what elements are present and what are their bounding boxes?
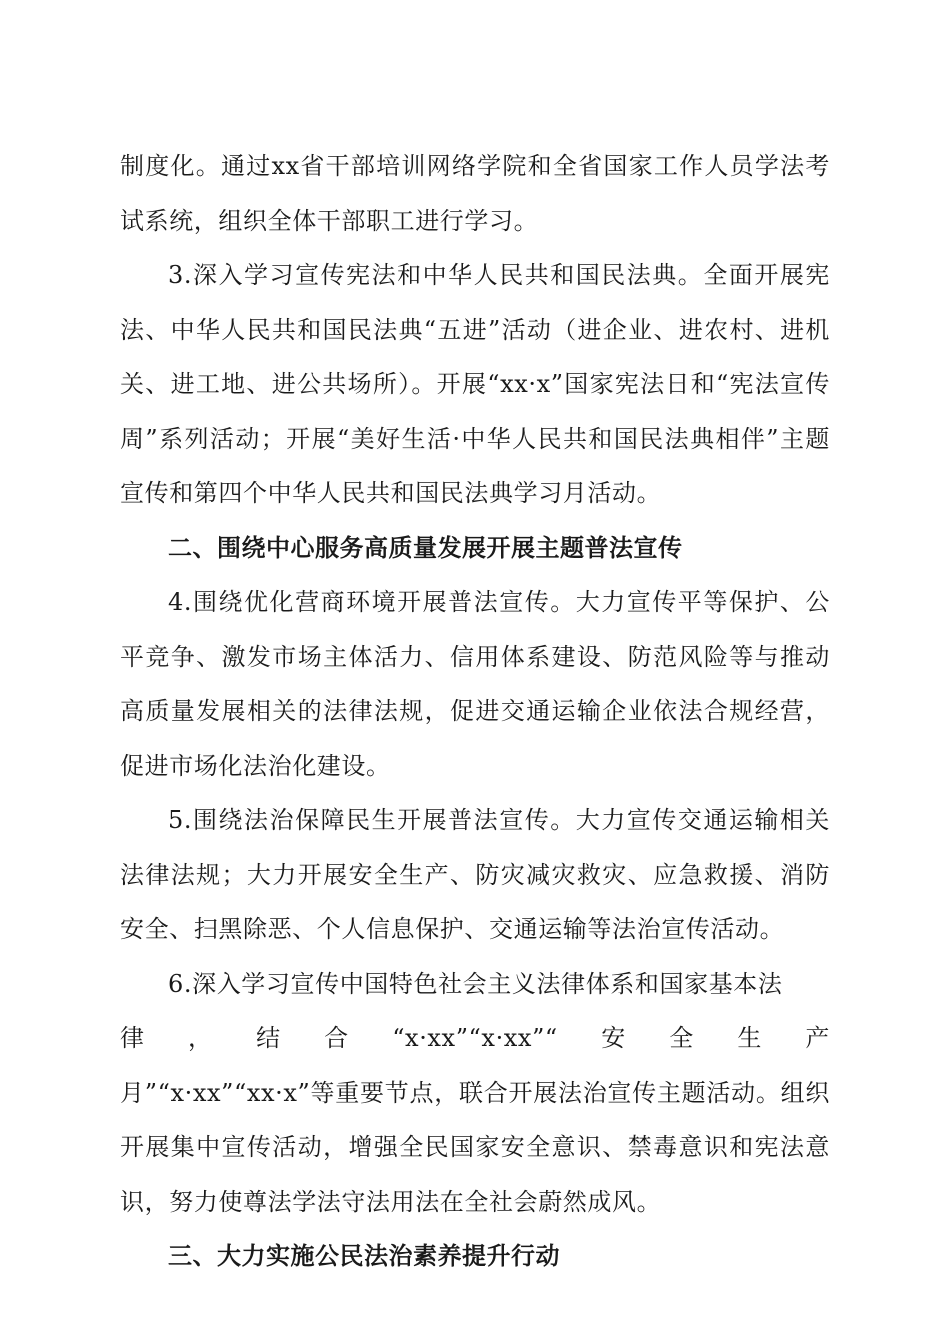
paragraph-item-6-rest: 月”“x·xx”“xx·x”等重要节点，联合开展法治宣传主题活动。组织开展集中宣传活动，增强全民国家安全意识、禁毒意识和宪法意识，努力使尊法学法守法用法在全社会蔚然成风。 — [120, 1078, 830, 1216]
paragraph-item-6 — [120, 957, 830, 1230]
paragraph-item-4: 4.围绕优化营商环境开展普法宣传。大力宣传平等保护、公平竞争、激发市场主体活力、信用体系建设、防范风险等与推动高质量发展相关的法律法规，促进交通运输企业依法合规经营，促进市场化法治化建设。 — [120, 588, 830, 780]
paragraph-item-6-line-2: 律，结合“x·xx”“x·xx”“安全生产 — [120, 1024, 830, 1052]
paragraph-item-5: 5.围绕法治保障民生开展普法宣传。大力宣传交通运输相关法律法规；大力开展安全生产、防灾减灾救灾、应急救援、消防安全、扫黑除恶、个人信息保护、交通运输等法治宣传活动。 — [120, 806, 830, 943]
paragraph-item-3: 3.深入学习宣传宪法和中华人民共和国民法典。全面开展宪法、中华人民共和国民法典“五进”活动（进企业、进农村、进机关、进工地、进公共场所）。开展“xx·x”国家宪法日和“宪法宣传周”系列活动；开展“美好生活·中华人民共和国民法典相伴”主题宣传和第四个中华人民共和国民法典学习月活动。 — [120, 261, 830, 507]
document-body — [120, 139, 830, 1284]
section-heading-2: 二、围绕中心服务高质量发展开展主题普法宣传 — [168, 533, 683, 562]
paragraph-continuation: 制度化。通过xx省干部培训网络学院和全省国家工作人员学法考试系统，组织全体干部职工进行学习。 — [120, 152, 830, 235]
paragraph-item-6-line-1: 6.深入学习宣传中国特色社会主义法律体系和国家基本法 — [168, 969, 783, 998]
section-heading-3: 三、大力实施公民法治素养提升行动 — [168, 1242, 560, 1270]
